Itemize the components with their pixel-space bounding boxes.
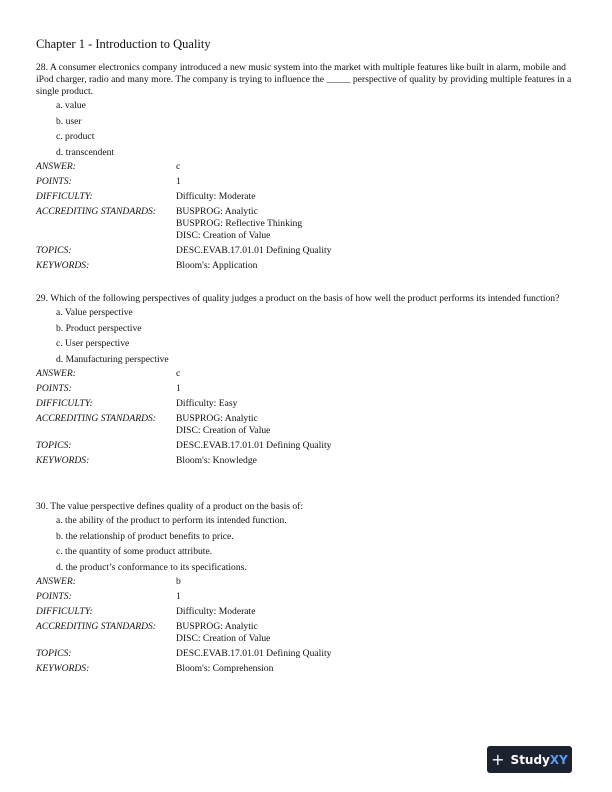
choice-list (36, 98, 576, 160)
choice-a: a. Value perspective (56, 307, 133, 318)
answer-value: c (176, 161, 181, 172)
brand-accent: XY (549, 752, 568, 767)
question-stem: 28. A consumer electronics company introduced a new music system into the market with multiple features like built in alarm, mobile and iPod charger, radio and many more. The company is trying to influence the _____ perspective of quality by providing multiple features in a single product. (36, 62, 572, 97)
choice-c: c. User perspective (56, 338, 130, 349)
keywords-value: Bloom's: Knowledge (176, 455, 257, 466)
standard-item: BUSPROG: Reflective Thinking (176, 218, 303, 229)
topics-label: TOPICS: (36, 440, 72, 451)
standard-item: BUSPROG: Analytic (176, 413, 258, 424)
standards-value (176, 206, 576, 242)
answer-value: b (176, 576, 181, 587)
topics-value: DESC.EVAB.17.01.01 Defining Quality (176, 648, 332, 659)
question-30 (36, 501, 576, 675)
question-28 (36, 62, 576, 272)
points-value: 1 (176, 176, 181, 187)
brand-main: Study (510, 752, 550, 767)
choice-a: a. value (56, 100, 86, 111)
studyxy-badge[interactable] (487, 746, 572, 773)
points-label: POINTS: (36, 383, 72, 394)
difficulty-value: Difficulty: Moderate (176, 191, 256, 202)
choice-list (36, 513, 576, 575)
keywords-value: Bloom's: Application (176, 260, 258, 271)
difficulty-label: DIFFICULTY: (36, 191, 93, 202)
topics-label: TOPICS: (36, 245, 72, 256)
plus-icon: + (491, 749, 505, 769)
standard-item: DISC: Creation of Value (176, 633, 271, 644)
choice-b: b. Product perspective (56, 322, 142, 334)
keywords-label: KEYWORDS: (36, 663, 90, 674)
choice-d: d. transcendent (56, 146, 115, 158)
choice-b: b. user (56, 115, 82, 127)
question-meta (36, 161, 576, 272)
topics-label: TOPICS: (36, 648, 72, 659)
difficulty-value: Difficulty: Moderate (176, 606, 256, 617)
brand-name (511, 753, 568, 767)
topics-value: DESC.EVAB.17.01.01 Defining Quality (176, 245, 332, 256)
answer-value: c (176, 368, 181, 379)
standard-item: DISC: Creation of Value (176, 230, 271, 241)
points-value: 1 (176, 591, 181, 602)
choice-a: a. the ability of the product to perform its intended function. (56, 515, 287, 526)
choice-d: d. the product’s conformance to its specifications. (56, 561, 247, 573)
standard-item: BUSPROG: Analytic (176, 206, 258, 217)
question-29 (36, 293, 576, 467)
answer-label: ANSWER: (36, 161, 76, 172)
topics-value: DESC.EVAB.17.01.01 Defining Quality (176, 440, 332, 451)
answer-label: ANSWER: (36, 368, 76, 379)
standards-label: ACCREDITING STANDARDS: (36, 413, 157, 424)
difficulty-label: DIFFICULTY: (36, 398, 93, 409)
points-label: POINTS: (36, 176, 72, 187)
standard-item: BUSPROG: Analytic (176, 621, 258, 632)
question-meta (36, 368, 576, 467)
choice-c: c. product (56, 131, 95, 142)
question-stem: 30. The value perspective defines quality of a product on the basis of: (36, 501, 304, 512)
keywords-value: Bloom's: Comprehension (176, 663, 274, 674)
question-stem: 29. Which of the following perspectives of quality judges a product on the basis of how well the product performs its intended function? (36, 293, 560, 304)
choice-b: b. the relationship of product benefits to price. (56, 530, 234, 542)
standards-label: ACCREDITING STANDARDS: (36, 621, 157, 632)
standards-value (176, 413, 576, 437)
choice-d: d. Manufacturing perspective (56, 353, 169, 365)
standards-label: ACCREDITING STANDARDS: (36, 206, 157, 217)
keywords-label: KEYWORDS: (36, 260, 90, 271)
standards-value (176, 621, 576, 645)
chapter-title: Chapter 1 - Introduction to Quality (36, 37, 211, 51)
points-label: POINTS: (36, 591, 72, 602)
question-meta (36, 576, 576, 675)
choice-c: c. the quantity of some product attribute. (56, 546, 213, 557)
choice-list (36, 305, 576, 367)
difficulty-label: DIFFICULTY: (36, 606, 93, 617)
answer-label: ANSWER: (36, 576, 76, 587)
standard-item: DISC: Creation of Value (176, 425, 271, 436)
points-value: 1 (176, 383, 181, 394)
difficulty-value: Difficulty: Easy (176, 398, 238, 409)
keywords-label: KEYWORDS: (36, 455, 90, 466)
